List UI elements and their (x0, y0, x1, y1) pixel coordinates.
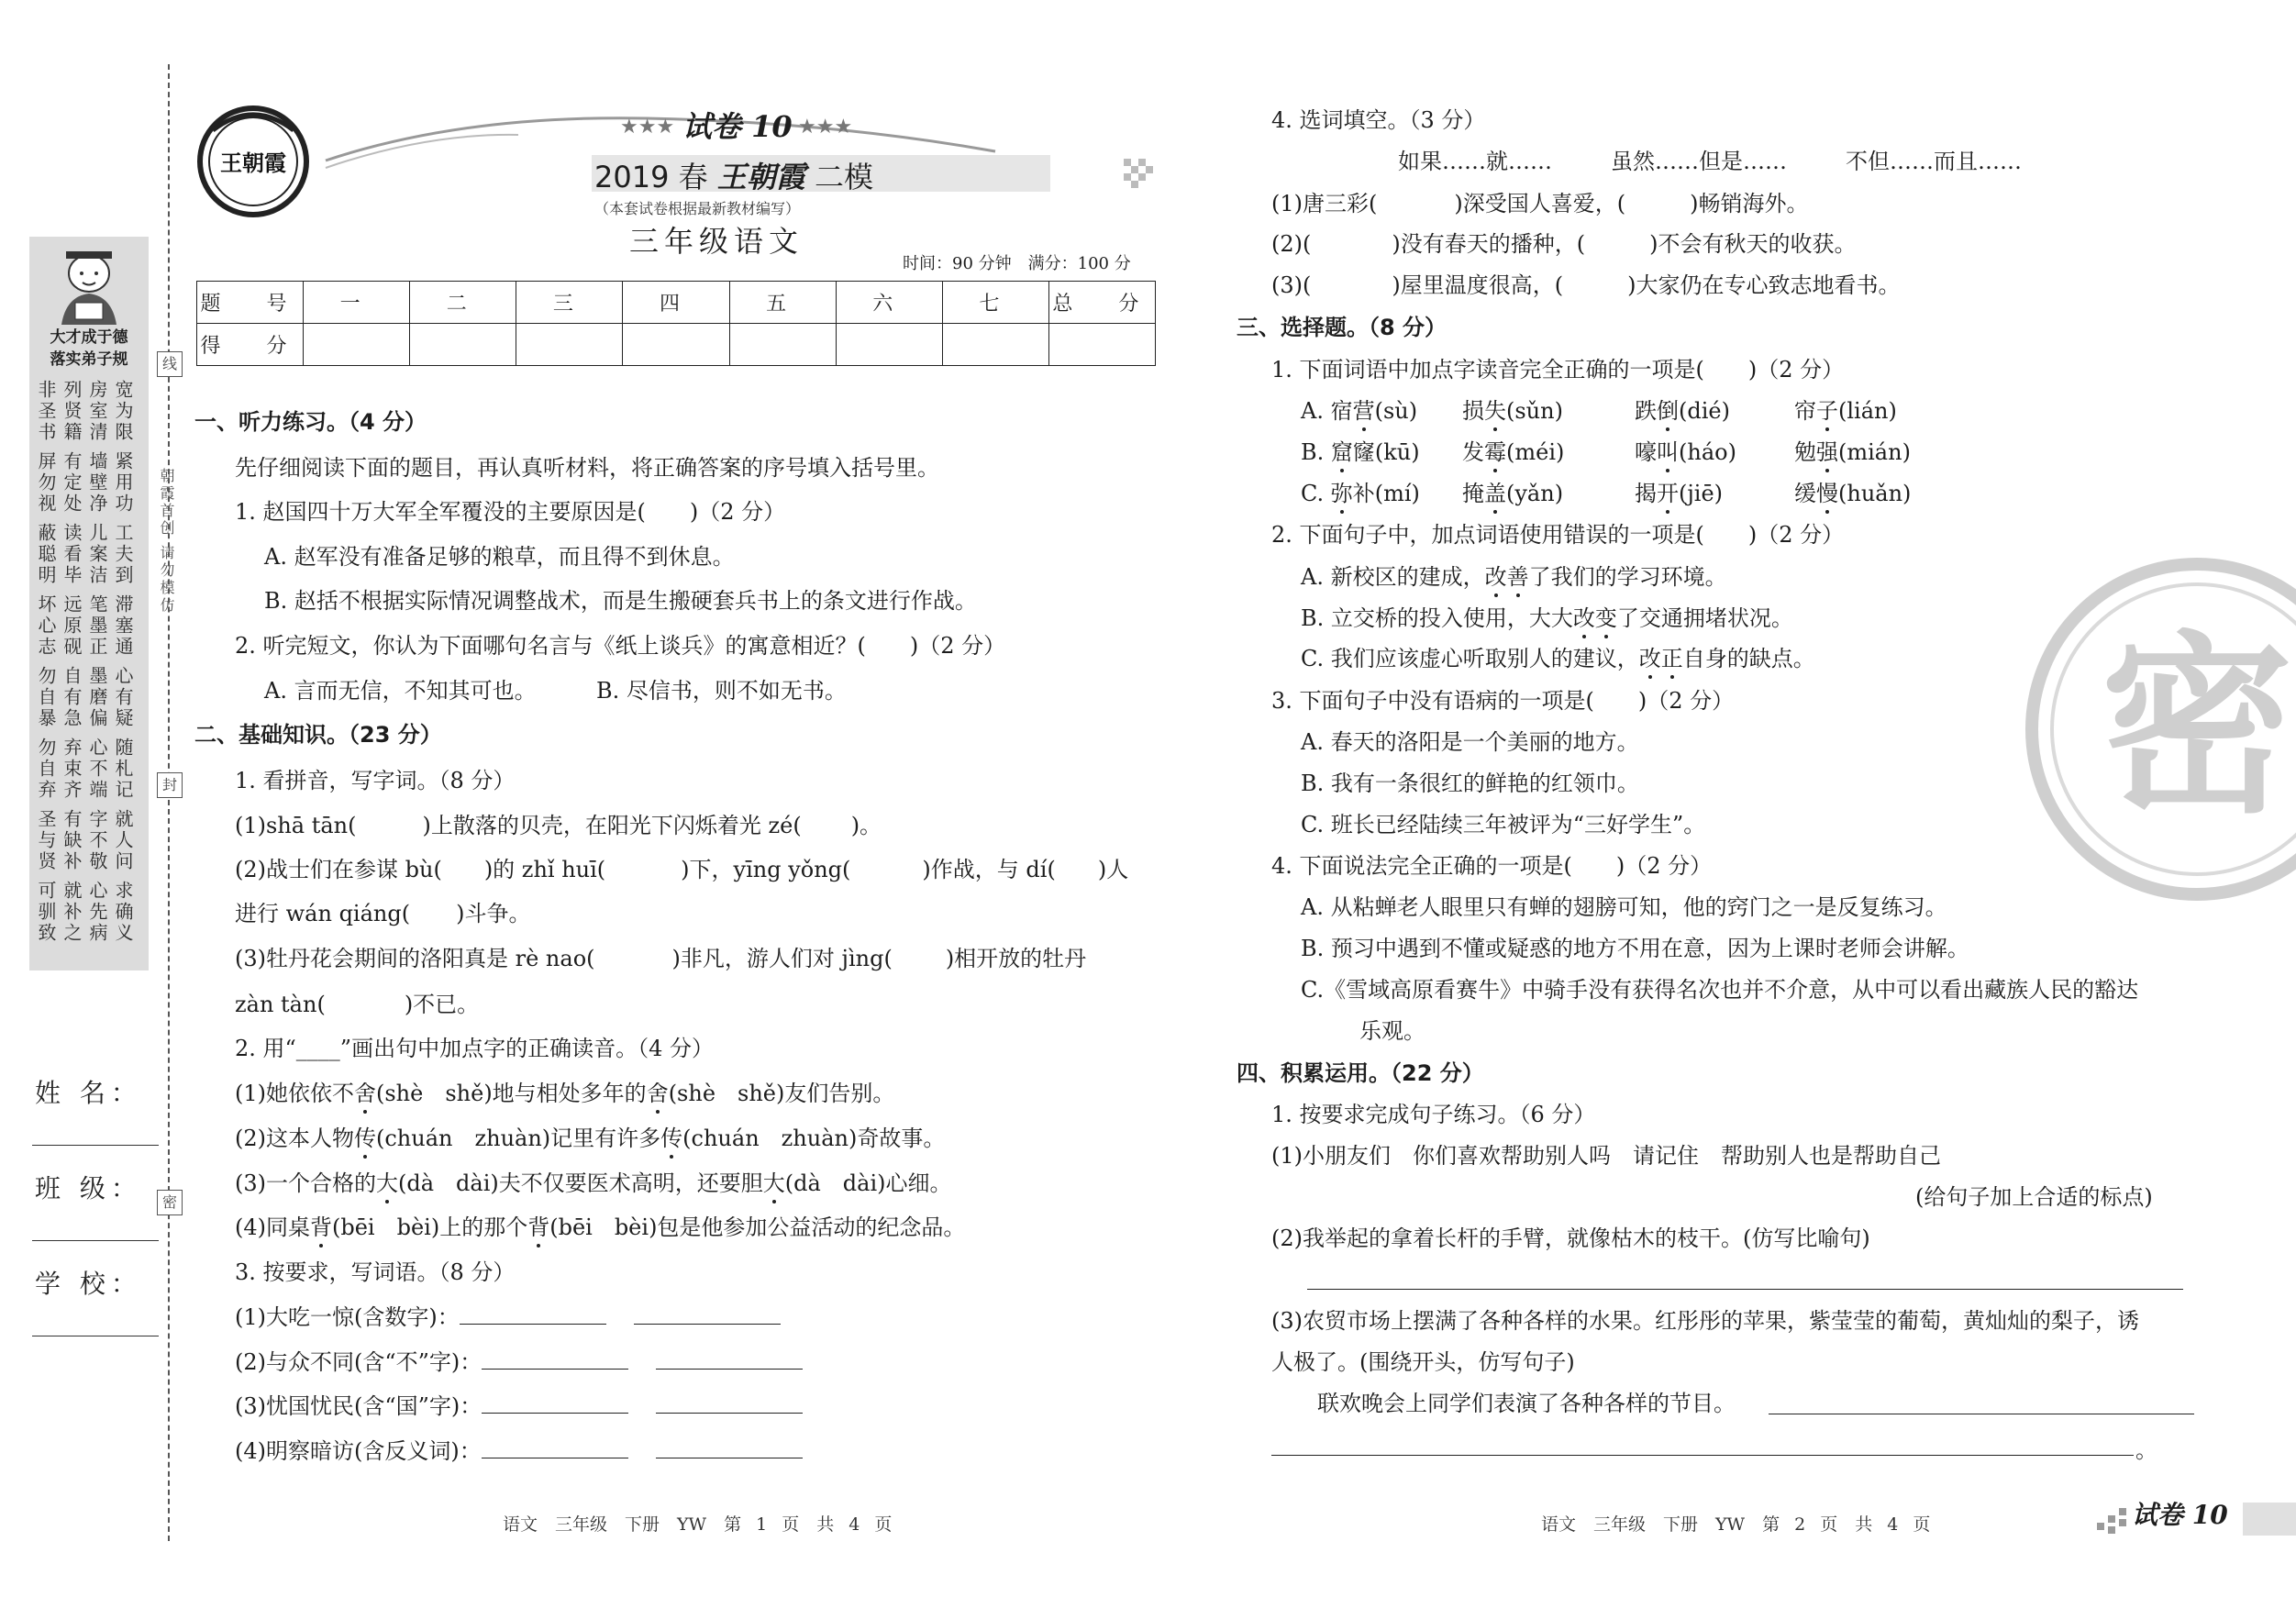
choice-q4-c-cont: 乐观。 (1359, 1018, 1425, 1044)
class-field[interactable] (32, 1240, 159, 1241)
exam-round: 二模 (814, 160, 873, 194)
score-header-cell: 二 (410, 282, 516, 324)
score-input-cell[interactable] (1048, 324, 1155, 366)
maxim-column: 心有疑 (112, 666, 134, 729)
badge-bar (2243, 1503, 2296, 1536)
answer-blank[interactable] (482, 1392, 628, 1414)
score-row-label: 得 分 (197, 324, 304, 366)
fill-q4: 4. 选词填空。（3 分） (1271, 107, 1486, 133)
seal-box-mi: 密 (157, 1190, 183, 1215)
sidebar-motto (35, 327, 143, 371)
listen-q1-a: A. 赵军没有准备足够的粮草，而且得不到休息。 (264, 544, 735, 570)
listen-q1: 1. 赵国四十万大军全军覆没的主要原因是( )（2 分） (235, 499, 786, 525)
choice-q4-c[interactable]: C.《雪域高原看赛牛》中骑手没有获得名次也并不介意，从中可以看出藏族人民的豁达 (1301, 977, 2139, 1003)
apply-q1-3-lead: 联欢晚会上同学们表演了各种各样的节目。 (1317, 1391, 1736, 1416)
listen-q2-b: B. 尽信书，则不如无书。 (596, 678, 847, 704)
choice-q1-option: 掩盖(yǎn) (1462, 481, 1564, 506)
name-label: 姓 名： (35, 1078, 142, 1108)
maxim-column: 就人问 (112, 809, 134, 872)
footer-right: 语文 三年级 下册 YW 第 2 页 共 4 页 (1541, 1514, 1931, 1535)
dotted-char: 开 (1657, 481, 1679, 506)
choice-q4: 4. 下面说法完全正确的一项是( )（2 分） (1271, 853, 1713, 879)
basic-q1: 1. 看拼音，写字词。（8 分） (235, 768, 516, 793)
score-header-cell: 六 (836, 282, 942, 324)
basic-q3-4: (4)明察暗访(含反义词)： (235, 1437, 803, 1465)
name-field[interactable] (32, 1145, 159, 1146)
dotted-char: 窟 (1330, 439, 1353, 465)
maxim-column: 随札记 (112, 738, 134, 801)
choice-q4-a[interactable]: A. 从粘蝉老人眼里只有蝉的翅膀可知，他的窍门之一是反复练习。 (1301, 894, 1947, 920)
brand-logo-text: 王朝霞 (220, 150, 286, 176)
maxim-column: 屏勿视 (35, 451, 57, 515)
exam-year: 2019 春 (594, 160, 708, 194)
dotted-char: 叫 (1657, 439, 1679, 465)
basic-q2-4: (4)同桌背(bēi bèi)上的那个背(bēi bèi)包是他参加公益活动的纪念品。 (235, 1214, 966, 1240)
watermark-seal (2023, 555, 2296, 904)
basic-q1-1: (1)shā tān( )上散落的贝壳，在阳光下闪烁着光 zé( )。 (235, 813, 882, 838)
maxim-column: 就补之 (61, 881, 83, 944)
choice-q1-option[interactable]: C. 弥补(mí) (1301, 481, 1420, 506)
stars-left: ★★★ (620, 116, 675, 139)
dotted-char: 霉 (1484, 439, 1506, 465)
basic-q2-2: (2)这本人物传(chuán zhuàn)记里有许多传(chuán zhuàn)奇故事。 (235, 1126, 946, 1151)
answer-line-q1-3b[interactable] (1271, 1455, 2134, 1456)
maxim-column: 儿案洁 (86, 523, 108, 586)
anti-copy-note: 朝霞首创 请勿模仿 (158, 468, 175, 616)
motto-line-2: 落实弟子规 (50, 350, 128, 369)
dotted-char: 舍 (354, 1081, 376, 1106)
fill-q4-1: (1)唐三彩( )深受国人喜爱，( )畅销海外。 (1271, 191, 1809, 216)
badge-dots-icon (2093, 1504, 2130, 1537)
maxim-column: 可驯致 (35, 881, 57, 944)
brand-logo-icon (194, 103, 312, 220)
choice-q1-option: 损失(sǔn) (1462, 398, 1563, 424)
basic-q1-3: (3)牡丹花会期间的洛阳真是 rè nao( )非凡，游人们对 jìng( )相开放的牡丹 (235, 946, 1087, 971)
answer-blank[interactable] (656, 1392, 803, 1414)
score-header-cell: 五 (729, 282, 836, 324)
choice-q1-option[interactable]: B. 窟窿(kū) (1301, 439, 1420, 465)
score-input-cell[interactable] (836, 324, 942, 366)
basic-q2: 2. 用“____”画出句中加点字的正确读音。（4 分） (235, 1036, 714, 1061)
maxim-column: 字不敬 (86, 809, 108, 872)
answer-blank[interactable] (656, 1437, 803, 1458)
maxim-column: 心不端 (86, 738, 108, 801)
maxim-column: 心先病 (86, 881, 108, 944)
maxim-column: 有定处 (61, 451, 83, 515)
maxim-column: 有缺补 (61, 809, 83, 872)
maxim-column: 自有急 (61, 666, 83, 729)
choice-q1-option: 揭开(jiē) (1635, 481, 1724, 506)
dotted-char: 大 (376, 1170, 398, 1196)
fill-q4-opt-1: 如果……就…… (1398, 149, 1552, 174)
basic-q3-1: (1)大吃一惊(含数字)： (235, 1303, 781, 1331)
dotted-char: 失 (1484, 398, 1506, 424)
maxim-column: 远原砚 (61, 594, 83, 658)
apply-q1-3-cont: 人极了。(围绕开头，仿写句子) (1271, 1349, 1575, 1375)
dotted-word: 改善 (1484, 564, 1529, 590)
maxim-column: 蔽聪明 (35, 523, 57, 586)
listen-q2-a: A. 言而无信，不知其可也。 (264, 678, 537, 704)
apply-q1: 1. 按要求完成句子练习。（6 分） (1271, 1102, 1596, 1127)
maxim-column: 读看毕 (61, 523, 83, 586)
section-2-title: 二、基础知识。（23 分） (194, 722, 442, 748)
basic-q3: 3. 按要求，写词语。（8 分） (235, 1259, 516, 1285)
school-label: 学 校： (35, 1269, 142, 1299)
exam-brand: 王朝霞 (716, 160, 805, 194)
section-3-title: 三、选择题。（8 分） (1237, 315, 1447, 340)
choice-q3-a[interactable]: A. 春天的洛阳是一个美丽的地方。 (1301, 729, 1639, 755)
section-4-title: 四、积累运用。（22 分） (1237, 1060, 1484, 1086)
choice-q3: 3. 下面句子中没有语病的一项是( )（2 分） (1271, 688, 1735, 714)
paper-label: 试卷 10 (682, 109, 793, 144)
dotted-char: 背 (310, 1214, 332, 1240)
end-period: 。 (2135, 1437, 2157, 1463)
cut-line (168, 64, 170, 1541)
score-input-cell[interactable] (410, 324, 516, 366)
maxim-column: 房室清 (86, 380, 108, 443)
maxim-column: 宽为限 (112, 380, 134, 443)
apply-q1-1: (1)小朋友们 你们喜欢帮助别人吗 请记住 帮助别人也是帮助自己 (1271, 1143, 1941, 1169)
dotted-char: 盖 (1484, 481, 1506, 506)
footer-badge: 试卷 10 (2132, 1500, 2228, 1530)
dotted-char: 子 (1816, 398, 1838, 424)
dotted-word: 改正 (1638, 646, 1683, 671)
choice-q3-c[interactable]: C. 班长已经陆续三年被评为“三好学生”。 (1301, 812, 1706, 837)
dotted-char: 背 (527, 1214, 550, 1240)
choice-q1-option: 帘子(lián) (1794, 398, 1897, 424)
answer-blank[interactable] (482, 1348, 628, 1370)
maxim-column: 紧用功 (112, 451, 134, 515)
class-label: 班 级： (35, 1173, 142, 1203)
choice-q2-c[interactable]: C. 我们应该虚心听取别人的建议，改正自身的缺点。 (1301, 646, 1815, 671)
basic-q2-3: (3)一个合格的大(dà dài)夫不仅要医术高明，还要胆大(dà dài)心细。 (235, 1170, 952, 1196)
dotted-char: 弥 (1330, 481, 1353, 506)
basic-q2-1: (1)她依依不舍(shè shě)地与相处多年的舍(shè shě)友们告别。 (235, 1081, 895, 1106)
edition-note: （本套试卷根据最新教材编写） (594, 200, 801, 217)
maxim-column: 坏心志 (35, 594, 57, 658)
dotted-char: 传 (660, 1126, 683, 1151)
dotted-char: 舍 (646, 1081, 669, 1106)
score-header-cell: 总 分 (1048, 282, 1155, 324)
score-header-cell: 四 (623, 282, 729, 324)
score-input-cell[interactable] (942, 324, 1048, 366)
score-input-cell[interactable] (516, 324, 623, 366)
scholar-illustration (39, 246, 139, 327)
answer-blank[interactable] (634, 1303, 781, 1325)
choice-q1-option: 勉强(mián) (1794, 439, 1911, 465)
section-1-title: 一、听力练习。（4 分） (194, 409, 427, 435)
apply-q1-1-note: (给句子加上合适的标点) (1915, 1184, 2153, 1210)
choice-q1-option: 发霉(méi) (1462, 439, 1565, 465)
maxim-column: 求确义 (112, 881, 134, 944)
choice-q4-b[interactable]: B. 预习中遇到不懂或疑惑的地方不用在意，因为上课时老师会讲解。 (1301, 936, 1969, 961)
dotted-char: 倒 (1657, 398, 1679, 424)
score-input-cell[interactable] (304, 324, 410, 366)
choice-q2-b[interactable]: B. 立交桥的投入使用，大大改变了交通拥堵状况。 (1301, 605, 1793, 631)
basic-q3-2: (2)与众不同(含“不”字)： (235, 1348, 803, 1376)
score-header-cell: 题 号 (197, 282, 304, 324)
dotted-char: 传 (354, 1126, 376, 1151)
maxim-column: 弃束齐 (61, 738, 83, 801)
dotted-char: 慢 (1816, 481, 1838, 506)
maxim-column: 墙壁净 (86, 451, 108, 515)
maxim-column: 笔墨正 (86, 594, 108, 658)
answer-blank[interactable] (482, 1437, 628, 1458)
maxim-column: 非圣书 (35, 380, 57, 443)
fill-q4-3: (3)( )屋里温度很高，( )大家仍在专心致志地看书。 (1271, 272, 1901, 298)
answer-line-q1-2[interactable] (1307, 1289, 2183, 1290)
maxim-column: 墨磨偏 (86, 666, 108, 729)
choice-q1-option: 嚎叫(háo) (1635, 439, 1736, 465)
exam-title (594, 158, 873, 196)
dotted-char: 强 (1816, 439, 1838, 465)
time-info: 时间：90 分钟 满分：100 分 (903, 254, 1131, 273)
watermark-char: 密 (2100, 615, 2294, 839)
seal-box-xian: 线 (157, 351, 183, 377)
maxim-column: 工夫到 (112, 523, 134, 586)
choice-q1-option: 跌倒(dié) (1635, 398, 1730, 424)
choice-q1-option: 缓慢(huǎn) (1794, 481, 1912, 506)
section-1-intro: 先仔细阅读下面的题目，再认真听材料，将正确答案的序号填入括号里。 (235, 455, 939, 481)
choice-q2: 2. 下面句子中，加点词语使用错误的一项是( )（2 分） (1271, 522, 1845, 548)
listen-q2: 2. 听完短文，你认为下面哪句名言与《纸上谈兵》的寓意相近？( )（2 分） (235, 633, 1006, 659)
footer-left: 语文 三年级 下册 YW 第 1 页 共 4 页 (503, 1514, 893, 1535)
basic-q1-3-cont: zàn tàn( )不已。 (235, 992, 480, 1017)
answer-blank[interactable] (656, 1348, 803, 1370)
maxim-column: 列贤籍 (61, 380, 83, 443)
choice-q3-b[interactable]: B. 我有一条很红的鲜艳的红领巾。 (1301, 771, 1639, 796)
maxim-column: 勿自弃 (35, 738, 57, 801)
basic-q1-2-cont: 进行 wán qiáng( )斗争。 (235, 901, 531, 926)
apply-q1-3: (3)农贸市场上摆满了各种各样的水果。红彤彤的苹果，紫莹莹的葡萄，黄灿灿的梨子，诱 (1271, 1308, 2139, 1334)
maxim-column: 滞塞通 (112, 594, 134, 658)
score-input-cell[interactable] (729, 324, 836, 366)
listen-q1-b: B. 赵括不根据实际情况调整战术，而是生搬硬套兵书上的条文进行作战。 (264, 588, 977, 614)
score-table (196, 281, 1156, 366)
maxim-column: 勿自暴 (35, 666, 57, 729)
score-header-cell: 七 (942, 282, 1048, 324)
score-header-row (197, 282, 1156, 324)
basic-q3-3: (3)忧国忧民(含“国”字)： (235, 1392, 803, 1420)
score-input-row (197, 324, 1156, 366)
seal-box-feng: 封 (157, 772, 183, 798)
apply-q1-2: (2)我举起的拿着长杆的手臂，就像枯木的枝干。(仿写比喻句) (1271, 1225, 1870, 1251)
choice-q2-a[interactable]: A. 新校区的建成，改善了我们的学习环境。 (1301, 564, 1727, 590)
answer-blank[interactable] (460, 1303, 606, 1325)
fill-q4-opt-2: 虽然……但是…… (1611, 149, 1787, 174)
maxim-column: 圣与贤 (35, 809, 57, 872)
subject-title: 三年级语文 (629, 224, 804, 259)
choice-q1-option[interactable]: A. 宿营(sù) (1301, 398, 1418, 424)
dotted-char: 营 (1352, 398, 1375, 424)
header-banner (188, 96, 1170, 216)
dotted-char: 大 (762, 1170, 785, 1196)
score-header-cell: 一 (304, 282, 410, 324)
stars-right: ★★★ (798, 116, 853, 139)
score-input-cell[interactable] (623, 324, 729, 366)
fill-q4-opt-3: 不但……而且…… (1846, 149, 2022, 174)
motto-line-1: 大才成于德 (50, 328, 128, 347)
fill-q4-2: (2)( )没有春天的播种，( )不会有秋天的收获。 (1271, 231, 1857, 257)
dotted-word: 改变 (1572, 605, 1617, 631)
basic-q1-2: (2)战士们在参谋 bù( )的 zhǐ huī( )下，yīng yǒng( )作战，与 dí( )人 (235, 857, 1129, 882)
choice-q1: 1. 下面词语中加点字读音完全正确的一项是( )（2 分） (1271, 357, 1845, 383)
score-header-cell: 三 (516, 282, 623, 324)
